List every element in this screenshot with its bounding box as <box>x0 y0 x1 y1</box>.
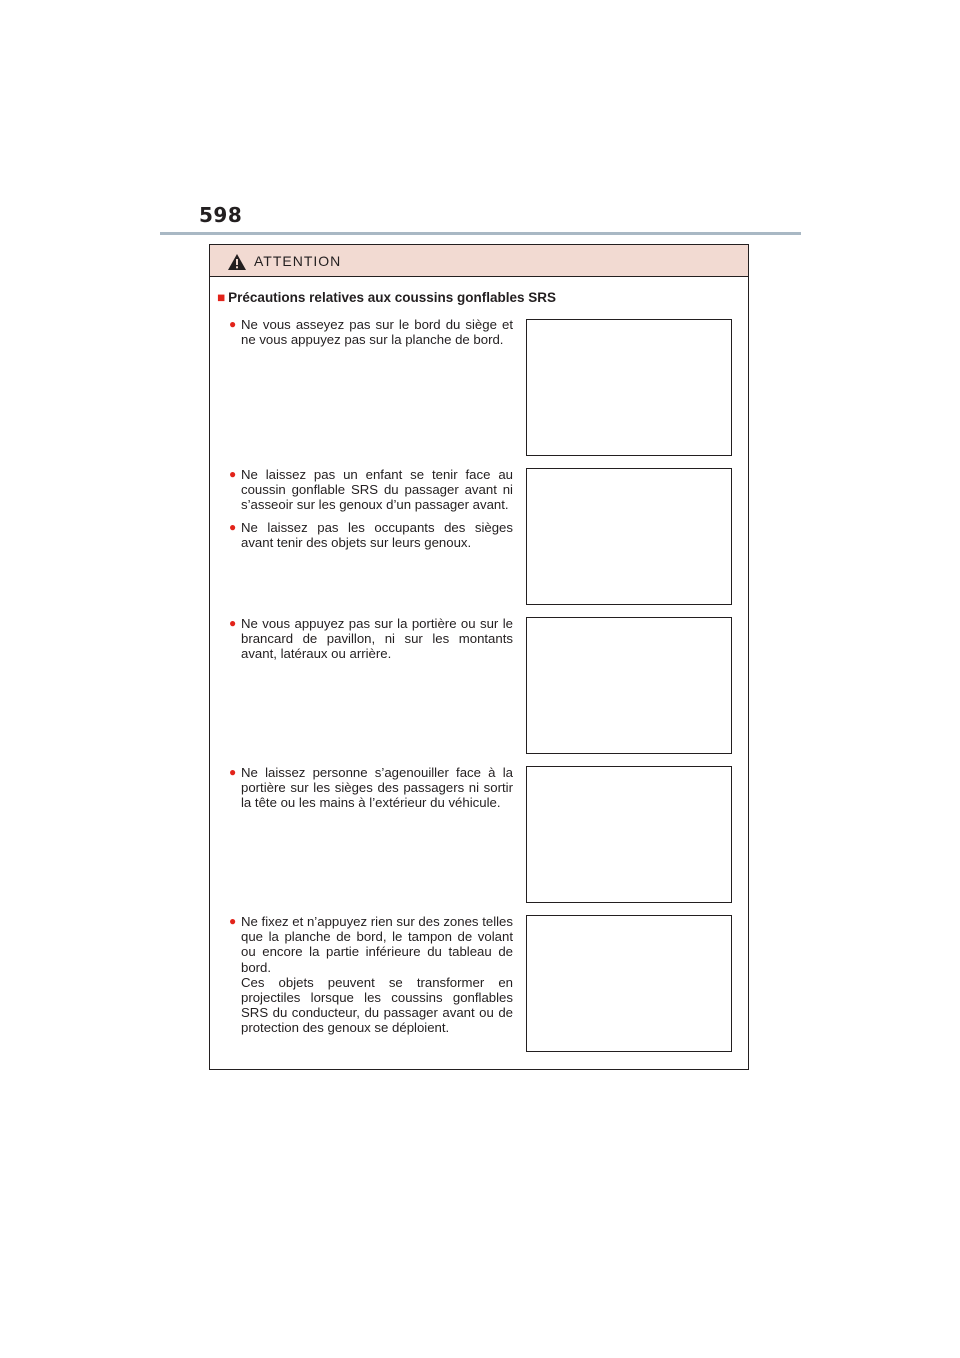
bullet-icon: ● <box>229 765 237 779</box>
item-text: Ne laissez pas les occupants des sièges avant tenir des objets sur leurs genoux. <box>241 520 513 551</box>
section-title <box>217 290 556 305</box>
figure-illustration <box>526 617 732 754</box>
bullet-icon: ● <box>229 616 237 630</box>
list-item <box>229 520 513 551</box>
figure-illustration <box>526 915 732 1052</box>
item-text: Ne laissez pas un enfant se tenir face au coussin gonflable SRS du passager avant ni s’asseoir sur les genoux d’un passager avant. <box>241 467 513 513</box>
figure-illustration <box>526 766 732 903</box>
list-item <box>229 914 513 1036</box>
attention-title: ATTENTION <box>254 253 342 269</box>
header-rule <box>160 232 801 235</box>
warning-triangle-icon <box>228 254 246 270</box>
list-item <box>229 317 513 348</box>
page-number: 598 <box>199 203 243 227</box>
attention-header <box>210 245 748 277</box>
bullet-icon: ● <box>229 914 237 928</box>
list-item <box>229 765 513 811</box>
item-text: Ne vous appuyez pas sur la portière ou sur le brancard de pavillon, ni sur les montants avant, latéraux ou arrière. <box>241 616 513 662</box>
item-text: Ne vous asseyez pas sur le bord du siège et ne vous appuyez pas sur la planche de bord. <box>241 317 513 348</box>
bullet-icon: ● <box>229 467 237 481</box>
list-item <box>229 616 513 662</box>
item-text: Ne fixez et n’appuyez rien sur des zones telles que la planche de bord, le tampon de volant ou encore la partie inférieure du tableau de bord. <box>241 914 513 975</box>
attention-box <box>209 244 749 1070</box>
item-text: Ne laissez personne s’agenouiller face à la portière sur les sièges des passagers ni sortir la tête ou les mains à l’extérieur du véhicule. <box>241 765 513 811</box>
bullet-icon: ● <box>229 317 237 331</box>
figure-illustration <box>526 319 732 456</box>
square-bullet-icon: ■ <box>217 290 226 305</box>
item-note: Ces objets peuvent se transformer en projectiles lorsque les coussins gonflables SRS du conducteur, du passager avant ou de protection des genoux se déploient. <box>241 974 513 1036</box>
list-item <box>229 467 513 513</box>
section-title-text: Précautions relatives aux coussins gonflables SRS <box>228 290 557 305</box>
bullet-icon: ● <box>229 520 237 534</box>
figure-illustration <box>526 468 732 605</box>
